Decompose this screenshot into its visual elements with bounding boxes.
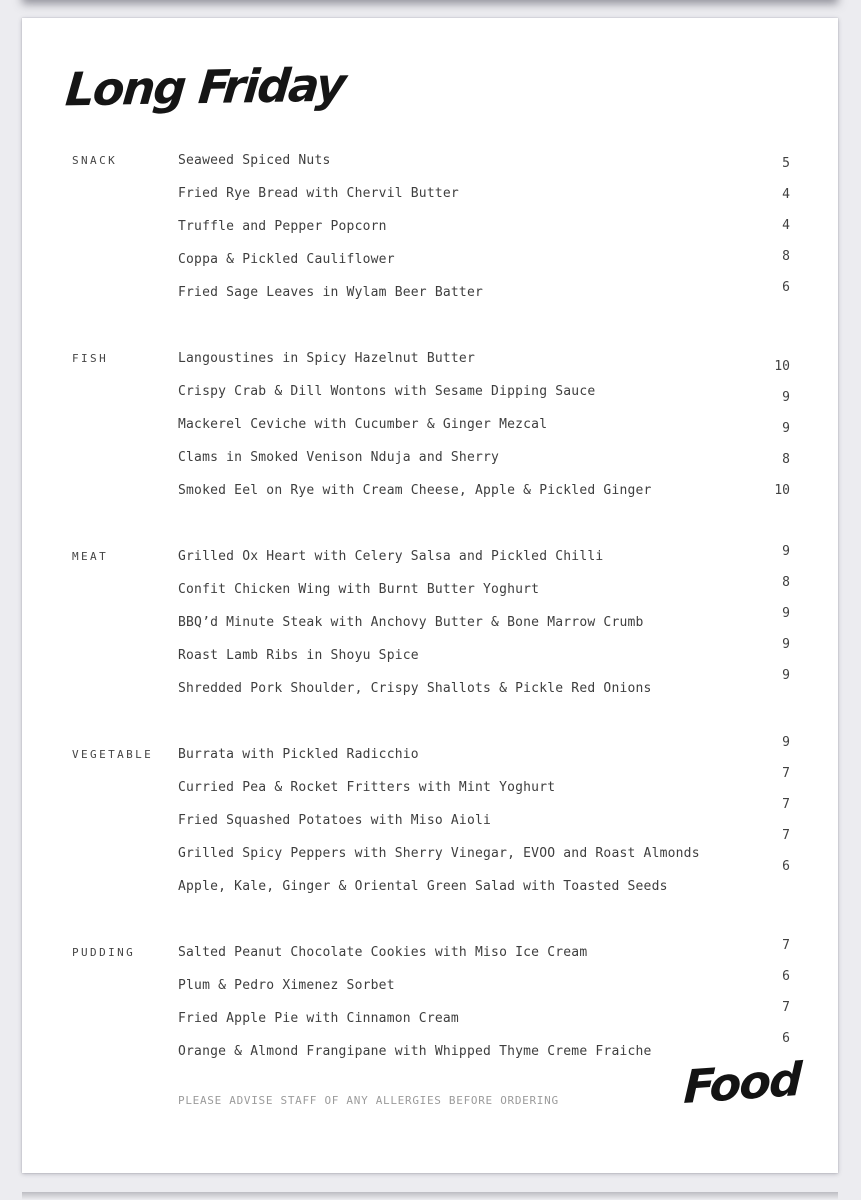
dish-price: 6 — [782, 1031, 790, 1046]
section-label: FISH — [72, 352, 109, 365]
dish-price: 9 — [782, 544, 790, 559]
dish-list — [178, 738, 718, 903]
menu-section — [22, 735, 838, 903]
dish-name: Shredded Pork Shoulder, Crispy Shallots & Pickle Red Onions — [178, 681, 652, 696]
dish-price: 6 — [782, 859, 790, 874]
allergy-notice: PLEASE ADVISE STAFF OF ANY ALLERGIES BEFORE ORDERING — [178, 1094, 559, 1107]
section-label: PUDDING — [72, 946, 136, 959]
dish-name: Salted Peanut Chocolate Cookies with Miso Ice Cream — [178, 945, 588, 960]
dish-price: 10 — [774, 359, 790, 374]
dish-list — [178, 342, 718, 507]
dish-name: Seaweed Spiced Nuts — [178, 153, 331, 168]
dish-price: 7 — [782, 828, 790, 843]
price-list — [774, 351, 790, 506]
menu-page — [22, 18, 838, 1173]
dish-name: Truffle and Pepper Popcorn — [178, 219, 387, 234]
dish-price: 9 — [782, 606, 790, 621]
menu-section — [22, 342, 838, 507]
dish-name: Curried Pea & Rocket Fritters with Mint Yoghurt — [178, 780, 556, 795]
dish-name: Fried Sage Leaves in Wylam Beer Batter — [178, 285, 484, 300]
section-label: MEAT — [72, 550, 109, 563]
dish-price: 9 — [782, 421, 790, 436]
dish-name: Grilled Ox Heart with Celery Salsa and Pickled Chilli — [178, 549, 604, 564]
restaurant-logo: Long Friday — [63, 57, 347, 117]
section-label: VEGETABLE — [72, 748, 154, 761]
dish-name: Crispy Crab & Dill Wontons with Sesame Dipping Sauce — [178, 384, 596, 399]
food-logo: Food — [682, 1052, 802, 1114]
dish-name: Fried Apple Pie with Cinnamon Cream — [178, 1011, 459, 1026]
dish-price: 7 — [782, 938, 790, 953]
dish-price: 7 — [782, 766, 790, 781]
dish-price: 6 — [782, 280, 790, 295]
dish-name: Clams in Smoked Venison Nduja and Sherry — [178, 450, 500, 465]
price-list — [782, 536, 790, 691]
dish-name: Mackerel Ceviche with Cucumber & Ginger Mezcal — [178, 417, 548, 432]
next-page-edge — [22, 1192, 838, 1200]
price-list — [782, 930, 790, 1054]
dish-price: 4 — [782, 187, 790, 202]
menu-section — [22, 540, 838, 705]
dish-name: Fried Squashed Potatoes with Miso Aioli — [178, 813, 492, 828]
dish-price: 6 — [782, 969, 790, 984]
section-label: SNACK — [72, 154, 118, 167]
menu-section — [22, 144, 838, 309]
dish-list — [178, 936, 718, 1068]
price-list — [782, 148, 790, 303]
dish-name: Roast Lamb Ribs in Shoyu Spice — [178, 648, 419, 663]
menu-sections — [22, 144, 838, 1101]
dish-name: Confit Chicken Wing with Burnt Butter Yoghurt — [178, 582, 540, 597]
dish-price: 7 — [782, 1000, 790, 1015]
dish-price: 8 — [782, 249, 790, 264]
dish-price: 10 — [774, 483, 790, 498]
dish-name: Langoustines in Spicy Hazelnut Butter — [178, 351, 475, 366]
dish-name: Burrata with Pickled Radicchio — [178, 747, 419, 762]
dish-name: Coppa & Pickled Cauliflower — [178, 252, 395, 267]
dish-name: Apple, Kale, Ginger & Oriental Green Salad with Toasted Seeds — [178, 879, 668, 894]
price-list — [782, 727, 790, 882]
dish-price: 9 — [782, 668, 790, 683]
dish-name: Smoked Eel on Rye with Cream Cheese, Apple & Pickled Ginger — [178, 483, 652, 498]
dish-name: Fried Rye Bread with Chervil Butter — [178, 186, 459, 201]
dish-price: 7 — [782, 797, 790, 812]
menu-section — [22, 936, 838, 1068]
dish-list — [178, 540, 718, 705]
dish-price: 9 — [782, 637, 790, 652]
dish-price: 9 — [782, 390, 790, 405]
dish-name: Grilled Spicy Peppers with Sherry Vinegar, EVOO and Roast Almonds — [178, 846, 700, 861]
dish-name: Orange & Almond Frangipane with Whipped Thyme Creme Fraiche — [178, 1044, 652, 1059]
dish-price: 9 — [782, 735, 790, 750]
dish-price: 8 — [782, 452, 790, 467]
dish-price: 4 — [782, 218, 790, 233]
dish-price: 5 — [782, 156, 790, 171]
dish-price: 8 — [782, 575, 790, 590]
dish-name: Plum & Pedro Ximenez Sorbet — [178, 978, 395, 993]
dish-name: BBQ’d Minute Steak with Anchovy Butter & Bone Marrow Crumb — [178, 615, 644, 630]
dish-list — [178, 144, 718, 309]
